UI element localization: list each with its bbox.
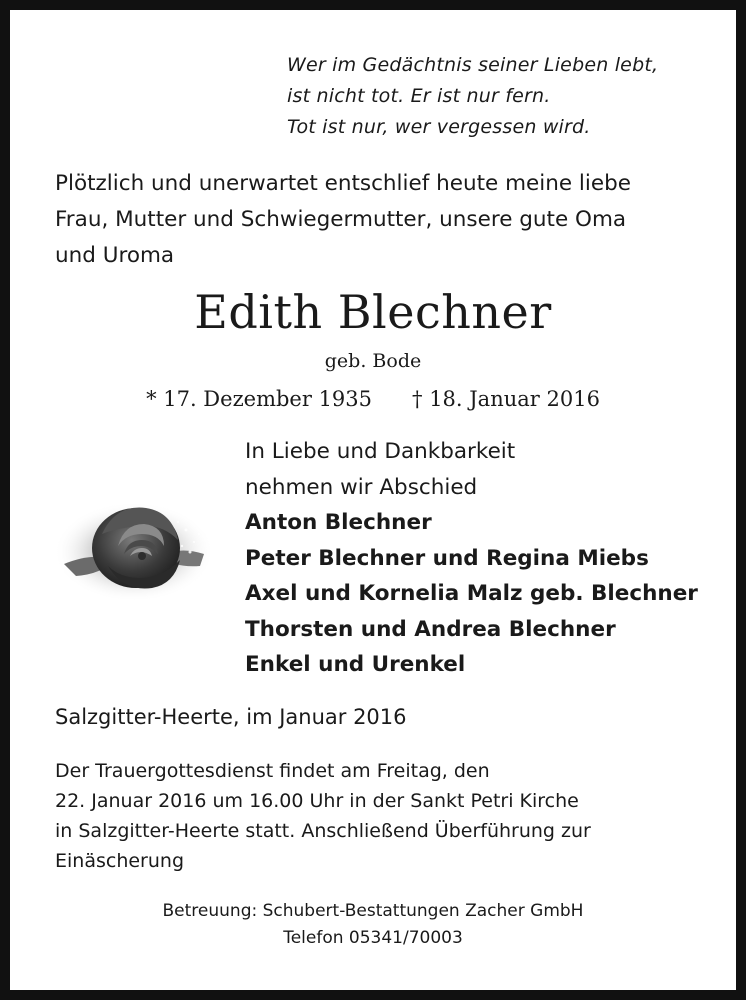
service-line: 22. Januar 2016 um 16.00 Uhr in der Sankt Petri Kirche xyxy=(55,790,579,812)
farewell-line: nehmen wir Abschied xyxy=(245,474,478,500)
birth-date: * 17. Dezember 1935 xyxy=(146,387,373,411)
mourners-block xyxy=(245,434,698,683)
death-date: † 18. Januar 2016 xyxy=(412,387,600,411)
mourner-name: Peter Blechner und Regina Miebs xyxy=(245,545,649,571)
service-line: Einäscherung xyxy=(55,850,185,872)
announcement-line: Frau, Mutter und Schwiegermutter, unsere gute Oma xyxy=(55,207,627,232)
rose-image xyxy=(54,494,214,606)
mourner-name: Thorsten und Andrea Blechner xyxy=(245,616,616,642)
mourner-name: Axel und Kornelia Malz geb. Blechner xyxy=(245,581,698,606)
funeral-home-info xyxy=(0,898,746,952)
mourner-name: Enkel und Urenkel xyxy=(245,652,466,677)
service-info xyxy=(55,756,591,876)
life-dates xyxy=(0,384,746,414)
funeral-home-name: Betreuung: Schubert-Bestattungen Zacher GmbH xyxy=(162,901,584,921)
mourner-name: Anton Blechner xyxy=(245,510,432,535)
maiden-name: geb. Bode xyxy=(324,350,422,372)
memorial-quote xyxy=(287,50,658,143)
deceased-name: Edith Blechner xyxy=(194,285,552,339)
service-line: Der Trauergottesdienst findet am Freitag, den xyxy=(55,760,490,782)
quote-line: ist nicht tot. Er ist nur fern. xyxy=(287,85,551,107)
quote-line: Tot ist nur, wer vergessen wird. xyxy=(287,116,591,138)
quote-line: Wer im Gedächtnis seiner Lieben lebt, xyxy=(287,54,659,76)
farewell-line: In Liebe und Dankbarkeit xyxy=(245,439,516,464)
place-and-date: Salzgitter-Heerte, im Januar 2016 xyxy=(55,705,407,729)
announcement-line: und Uroma xyxy=(55,243,175,268)
service-line: in Salzgitter-Heerte statt. Anschließend Überführung zur xyxy=(55,820,591,842)
announcement-text xyxy=(55,166,695,274)
funeral-home-phone: Telefon 05341/70003 xyxy=(283,928,463,948)
announcement-line: Plötzlich und unerwartet entschlief heute meine liebe xyxy=(55,171,631,196)
